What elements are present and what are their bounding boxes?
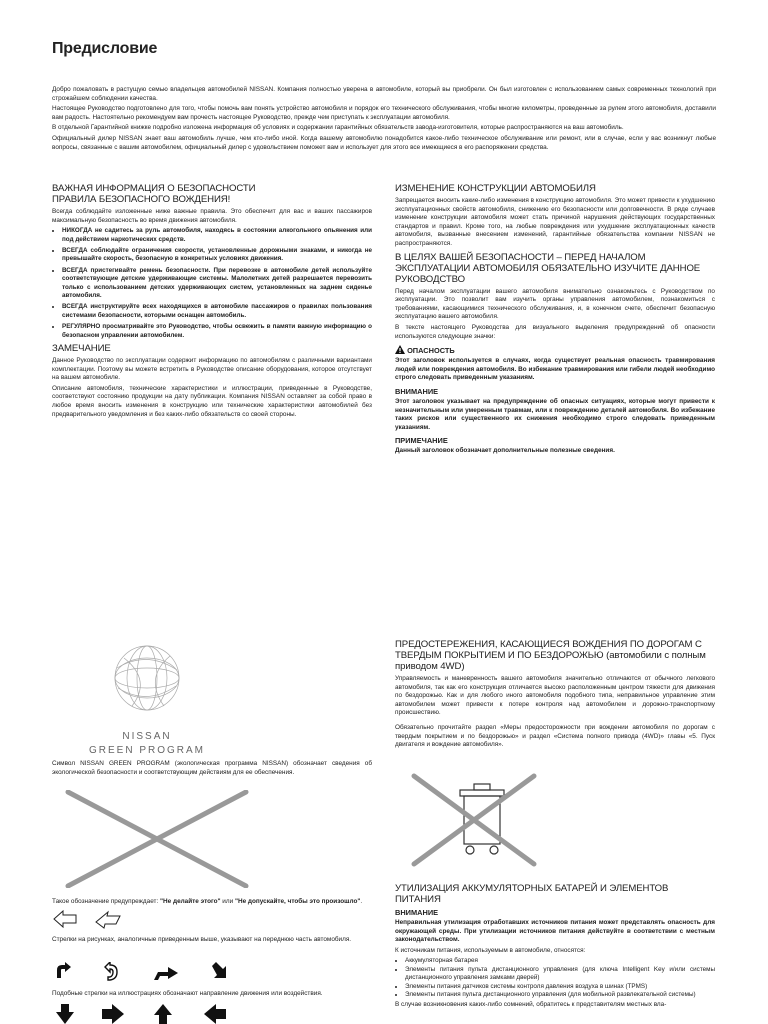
- right-column: [395, 180, 715, 458]
- road-heading-main: ПРЕДОСТЕРЕЖЕНИЯ, КАСАЮЩИЕСЯ ВОЖДЕНИЯ ПО ДОРОГАМ С ТВЕРДЫМ ПОКРЫТИЕМ И ПО БЕЗДОРОЖЬЮ: [395, 639, 702, 661]
- battery-warning-text: Неправильная утилизация отработавших источников питания может представлять опасность для окружающей среды. При утилизации источников питания действуйте в соответствии с местным законодательством.: [395, 919, 715, 944]
- left-column: [52, 180, 372, 421]
- list-item: • ВСЕГДА пристегивайте ремень безопасности. При перевозке в автомобиле детей используйте соответствующие детские удерживающие системы. Малолетних детей разрешается перевозить только с использованием детских удерживающих систем, установленных на заднем сиденье автомобиля.: [62, 267, 372, 301]
- list-item: • ВСЕГДА соблюдайте ограничения скорости, установленные дорожными знаками, и никогда не превышайте скорость, безопасную в конкретных условиях движения.: [62, 247, 372, 264]
- note-paragraph: Данное Руководство по эксплуатации содержит информацию по автомобилям с различными вариантами комплектации. Поэтому вы можете встретить в Руководстве описание оборудования, которое отсутствует на вашем автомобиле.: [52, 357, 372, 382]
- nissan-green-program-logo: [52, 640, 242, 758]
- battery-section: [395, 880, 715, 1012]
- intro-paragraph: Добро пожаловать в растущую семью владельцев автомобилей NISSAN. Компания полностью уверена в автомобиле, который вы приобрели. Он был изготовлен с использованием самых современных технологий при строжайшем соблюдении качества.: [52, 86, 716, 102]
- arrow-up-icon: [154, 1004, 172, 1024]
- curved-arrow-icon: [52, 962, 72, 982]
- arrow-right-icon: [102, 1004, 124, 1024]
- list-item: • Элементы питания пульта дистанционного управления (для ключа Intelligent Key и/или системы дистанционного управления замками дверей): [405, 966, 715, 983]
- green-caption-block: [52, 760, 372, 779]
- note-heading: ЗАМЕЧАНИЕ: [52, 343, 111, 355]
- battery-last-line: В случае возникновения каких-либо сомнений, обратитесь к представителям местных вла-: [395, 1001, 667, 1009]
- battery-intro: К источникам питания, используемым в автомобиле, относятся:: [395, 946, 586, 954]
- logo-line-2: GREEN PROGRAM: [88, 745, 205, 756]
- safety-heading: ВАЖНАЯ ИНФОРМАЦИЯ О БЕЗОПАСНОСТИ ПРАВИЛА БЕЗОПАСНОГО ВОЖДЕНИЯ!: [52, 183, 256, 205]
- list-item: • Элементы питания пульта дистанционного управления (для мобильной развлекательной системы): [405, 991, 715, 999]
- danger-text: Этот заголовок используется в случаях, когда существует реальная опасность травмирования людей или повреждения автомобиля. Во избежание травмирования или гибели людей необходимо строго следовать приведенным указаниям.: [395, 357, 715, 382]
- battery-warning-label: ВНИМАНИЕ: [395, 908, 439, 917]
- arrow-diagonal-down-icon: [210, 962, 228, 982]
- road-section: [395, 636, 715, 752]
- page-title: Предисловие: [52, 40, 158, 57]
- x-caption: [52, 898, 382, 907]
- intro-paragraph: В отдельной Гарантийной книжке подробно изложена информация об условиях и содержании гарантийных обязательств завода-изготовителя, которые распространяются на ваш автомобиль.: [52, 124, 624, 132]
- x-caption-bold-1: "Не делайте этого": [160, 898, 221, 905]
- warning-label: ВНИМАНИЕ: [395, 386, 439, 396]
- battery-heading: УТИЛИЗАЦИЯ АККУМУЛЯТОРНЫХ БАТАРЕЙ И ЭЛЕМЕНТОВ ПИТАНИЯ: [395, 883, 669, 905]
- danger-label: ОПАСНОСТЬ: [407, 346, 455, 356]
- crossed-out-bin-icon: [404, 770, 544, 870]
- arrows-caption: Стрелки на рисунках, аналогичные приведенным выше, указывают на переднюю часть автомобиля.: [52, 936, 352, 943]
- list-item: • РЕГУЛЯРНО просматривайте это Руководство, чтобы освежить в памяти важную информацию о безопасном управлении автомобилем.: [62, 323, 372, 340]
- intro-paragraph: Официальный дилер NISSAN знает ваш автомобиль лучше, чем кто-либо иной. Когда вашему автомобилю понадобится какое-либо техническое обслуживание или ремонт, или в случае, если у вас возникнут любые вопросы, связанные с вашим автомобилем, официальный дилер с удовольствием поможет вам и использует для этого все имеющиеся в его распоряжении средства.: [52, 134, 716, 151]
- modification-text: Запрещается вносить какие-либо изменения в конструкцию автомобиля. Это может привести к ухудшению эксплуатационных свойств автомобиля, снижению его безопасности или долговечности. В ряде случаев изменение конструкции автомобиля может стать причиной нарушения действующих государственных стандартов и правил. Кроме того, на любые повреждения или ухудшение эксплуатационных качеств автомобиля, вызванные внесением изменений, гарантийные обязательства компании NISSAN не распространяются.: [395, 197, 715, 247]
- arrows-caption-block: [52, 936, 372, 947]
- globe-logo-icon: [52, 640, 242, 730]
- road-heading-sub: (автомобили с полным приводом 4WD): [395, 650, 706, 672]
- x-caption-bold-2: "Не допускайте, чтобы это произошло": [234, 898, 361, 905]
- x-caption-block: [52, 898, 382, 909]
- danger-heading: [395, 345, 715, 355]
- note-label: ПРИМЕЧАНИЕ: [395, 436, 448, 446]
- arrow-left-icon: [204, 1004, 226, 1024]
- x-caption-text: или: [220, 898, 235, 905]
- read-manual-paragraph: В тексте настоящего Руководства для визуального выделения предупреждений об опасности используются следующие значки:: [395, 323, 715, 340]
- push-arrow-icon: [152, 962, 180, 982]
- road-paragraph: Обязательно прочитайте раздел «Меры предосторожности при вождении автомобиля по дорогам с твердым покрытием и по бездорожью» и раздел «Система полного привода (4WD)» главы «5. Пуск двигателя и вождение автомобиля».: [395, 723, 715, 749]
- curved-arrow-back-icon: [102, 962, 120, 982]
- list-item: • НИКОГДА не садитесь за руль автомобиля, находясь в состоянии алкогольного опьянения или под действием наркотических средств.: [62, 227, 372, 244]
- read-manual-paragraph: Перед началом эксплуатации вашего автомобиля внимательно ознакомьтесь с Руководством по эксплуатации. Это позволит вам изучить органы управления автомобилем, познакомиться с требованиями, касающимися технического обслуживания, и, в конечном счете, обеспечит безопасную эксплуатацию вашего автомобиля.: [395, 287, 715, 321]
- read-manual-heading: В ЦЕЛЯХ ВАШЕЙ БЕЗОПАСНОСТИ – ПЕРЕД НАЧАЛОМ ЭКСПЛУАТАЦИИ АВТОМОБИЛЯ ОБЯЗАТЕЛЬНО ИЗУЧИТЕ ДАННОЕ РУКОВОДСТВО: [395, 251, 701, 285]
- arrow-left-outline-icon: [52, 908, 78, 930]
- arrow-left-skewed-outline-icon: [94, 908, 122, 930]
- note-paragraph: Описание автомобиля, технические характеристики и иллюстрации, приведенные в Руководстве, соответствуют состоянию продукции на дату публикации. Компания NISSAN оставляет за собой право в любое время вносить изменения в конструкцию или технические характеристики автомобилей без предварительного уведомления и без каких-либо обязательств со своей стороны.: [52, 384, 372, 418]
- logo-line-1: NISSAN: [122, 731, 172, 742]
- note-text: Данный заголовок обозначает дополнительные полезные сведения.: [395, 447, 615, 455]
- safety-text: Всегда соблюдайте изложенные ниже важные правила. Это обеспечит для вас и ваших пассажиров максимальную безопасность во время движения автомобиля.: [52, 208, 372, 224]
- x-prohibition-icon: [62, 790, 252, 888]
- x-caption-text: Такое обозначение предупреждает:: [52, 898, 161, 905]
- modification-heading: ИЗМЕНЕНИЕ КОНСТРУКЦИИ АВТОМОБИЛЯ: [395, 183, 596, 194]
- road-paragraph: Управляемость и маневренность вашего автомобиля значительно отличаются от обычного легкового автомобиля, так как его конструкция отличается высоко расположенным центром тяжести для движения по бездорожью. Как и для любого иного автомобиля подобного типа, неправильное управление этим автомобилем может привести к потере контроля над автомобилем и дорожно-транспортному происшествию.: [395, 675, 715, 717]
- arrow-down-icon: [56, 1004, 74, 1024]
- intro-section: [52, 86, 716, 154]
- list-item: • Элементы питания датчиков системы контроля давления воздуха в шинах (TPMS): [405, 983, 715, 991]
- road-heading: [395, 639, 715, 672]
- arrows-caption-2-block: [52, 990, 372, 1001]
- warning-text: Этот заголовок указывает на предупреждение об опасных ситуациях, которые могут привести к незначительным или умеренным травмам, или к повреждению деталей автомобиля. Во избежание таких рисков или существенного их снижения необходимо строго следовать приведенным указаниям.: [395, 397, 715, 431]
- warning-triangle-icon: [395, 345, 405, 354]
- arrows-caption-2: Подобные стрелки на иллюстрациях обозначают направление движения или воздействия.: [52, 990, 323, 997]
- list-item: • Аккумуляторная батарея: [405, 957, 715, 965]
- list-item: • ВСЕГДА инструктируйте всех находящихся в автомобиле пассажиров о правилах пользования системами безопасности, которыми оснащен автомобиль.: [62, 303, 372, 320]
- x-caption-text: .: [360, 898, 363, 905]
- safety-rules-list: [52, 227, 372, 340]
- green-program-caption: Символ NISSAN GREEN PROGRAM (экологическая программа NISSAN) обозначает сведения об экологической безопасности и соответствующим действиям для ее обеспечения.: [52, 760, 372, 776]
- battery-list: [395, 957, 715, 999]
- intro-paragraph: Настоящее Руководство подготовлено для того, чтобы помочь вам понять устройство автомобиля и порядок его технического обслуживания, чтобы многие километры, проведенные за рулем этого автомобиля, доставили вам радость. Настоятельно рекомендуем вам прочесть настоящее Руководство, прежде чем приступать к эксплуатации автомобиля.: [52, 105, 716, 121]
